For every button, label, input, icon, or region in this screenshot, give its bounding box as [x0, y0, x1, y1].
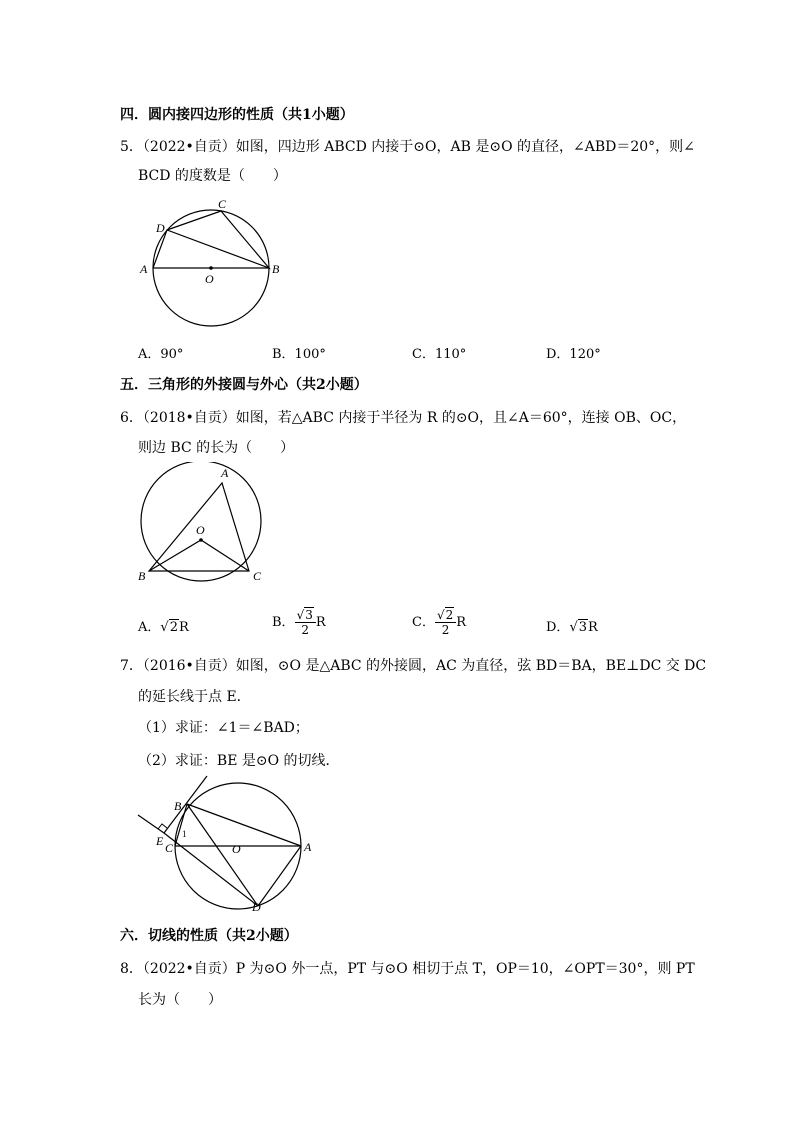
q6-label-b: B [138, 569, 146, 583]
q6-label-c: C [253, 569, 262, 583]
q6-option-b-numerator: 3 [305, 608, 313, 622]
q6-option-a-radicand: 2 [169, 620, 178, 635]
q7-figure [130, 775, 320, 915]
q6-option-b-denominator: 2 [301, 623, 310, 637]
q5-option-a: A．90° [138, 347, 184, 362]
q7-label-d: D [252, 900, 261, 914]
q5-center-dot [209, 266, 213, 270]
q6-option-a: A．√2R [138, 620, 189, 635]
q6-radii-ob-oc [149, 540, 249, 571]
q7-label-e: E [156, 834, 164, 848]
q7-label-o: O [232, 842, 241, 856]
q6-center-dot [199, 538, 203, 542]
q7-label-c: C [165, 841, 174, 855]
q6-option-b-letter: B． [272, 615, 295, 630]
q6-option-c-letter: C． [412, 615, 435, 630]
q7-label-angle-1: 1 [182, 829, 187, 839]
q6-option-a-letter: A． [138, 620, 161, 635]
q6-option-d-letter: D． [546, 620, 570, 635]
q6-option-d: D．√3R [546, 620, 598, 635]
q5-option-b: B．100° [272, 347, 326, 362]
q8-text-line1: 8．（2022•自贡）P 为⊙O 外一点，PT 与⊙O 相切于点 T，OP＝10，∠OPT＝30°，则 PT [120, 961, 695, 977]
q6-figure [130, 462, 280, 587]
q6-option-c-r: R [456, 615, 467, 630]
q5-text-line1: 5．（2022•自贡）如图，四边形 ABCD 内接于⊙O，AB 是⊙O 的直径，∠ABD＝20°，则∠ [120, 139, 695, 155]
q5-label-a: A [140, 262, 148, 276]
q6-label-o: O [196, 523, 205, 537]
q6-option-c-numerator: 2 [445, 608, 454, 622]
q5-quad-lines [153, 211, 269, 268]
q7-text-line1: 7．（2016•自贡）如图，⊙O 是△ABC 的外接圆，AC 为直径，弦 BD＝BA，BE⊥DC 交 DC [120, 658, 707, 674]
q7-line-dc-extended [164, 833, 258, 906]
q5-label-o: O [205, 272, 214, 286]
q7-chord-ad [258, 846, 301, 906]
q8-text-line2: 长为（ ） [138, 992, 222, 1008]
q7-label-b: B [174, 799, 182, 813]
q5-option-d: D．120° [546, 347, 601, 362]
q7-text-line2: 的延长线于点 E． [138, 689, 251, 705]
q5-figure [130, 192, 300, 332]
section-5-heading: 五．三角形的外接圆与外心（共2小题） [120, 377, 368, 393]
q6-option-b-r: R [315, 615, 326, 630]
q5-text-line2: BCD 的度数是（ ） [138, 168, 287, 184]
q5-label-b: B [272, 262, 280, 276]
q7-right-angle-mark [158, 824, 167, 829]
section-4-heading: 四．圆内接四边形的性质（共1小题） [120, 107, 354, 123]
q7-part-1: （1）求证：∠1＝∠BAD； [138, 720, 309, 736]
q7-chord-bd [187, 804, 258, 906]
q6-label-a: A [221, 466, 229, 480]
q5-label-d: D [156, 221, 165, 235]
q7-label-a: A [304, 840, 312, 854]
q6-text-line1: 6．（2018•自贡）如图，若△ABC 内接于半径为 R 的⊙O，且∠A＝60°，连接 OB、OC， [120, 410, 687, 426]
q6-option-c-denominator: 2 [441, 623, 450, 637]
q7-part-2: （2）求证：BE 是⊙O 的切线． [138, 753, 340, 769]
q7-extension-ray [138, 815, 164, 833]
q6-option-a-r: R [178, 620, 189, 635]
q6-text-line2: 则边 BC 的长为（ ） [138, 440, 295, 456]
q6-option-d-radicand: 3 [578, 620, 588, 635]
q5-label-c: C [218, 197, 227, 211]
q6-option-c: C． $\frac{√2}{2}$ R [412, 608, 467, 637]
q5-option-c: C．110° [412, 347, 467, 362]
section-6-heading: 六．切线的性质（共2小题） [120, 928, 298, 944]
q7-chord-ba [187, 804, 301, 846]
q6-option-b: B． $\frac{√3}{2}$ R [272, 608, 326, 637]
q6-option-d-r: R [588, 620, 598, 635]
q6-circle [141, 462, 261, 581]
